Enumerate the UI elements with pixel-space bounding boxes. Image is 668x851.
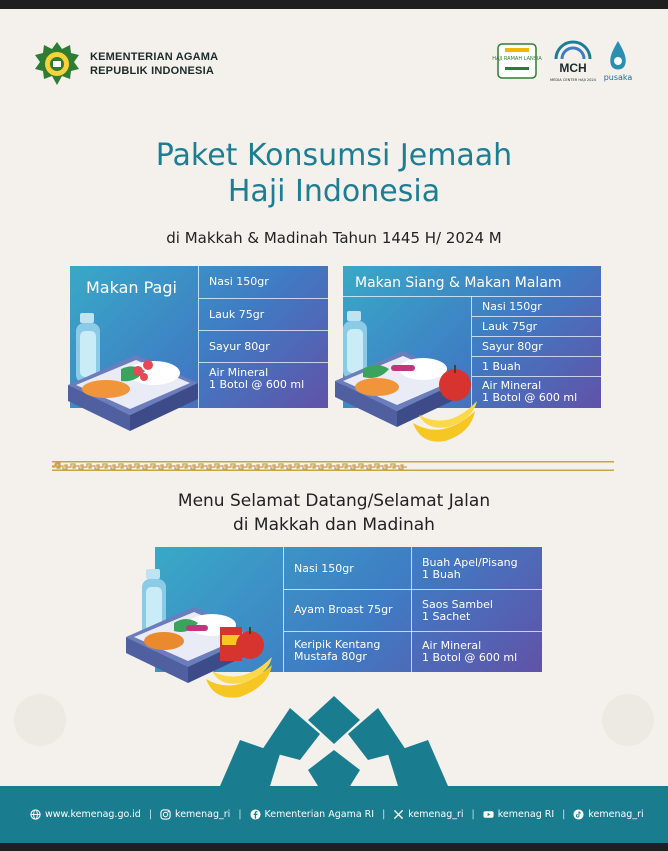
- welcome-right-item-line1: Buah Apel/Pisang: [422, 556, 518, 569]
- globe-icon: [30, 809, 41, 820]
- org-name-line1: KEMENTERIAN AGAMA: [90, 51, 219, 63]
- lunch-dinner-water: [472, 377, 601, 408]
- pusaka-text: pusaka: [603, 73, 633, 82]
- welcome-right-item-line2: 1 Botol @ 600 ml: [422, 651, 518, 664]
- footer-x-text: kemenag_ri: [408, 809, 464, 820]
- welcome-right-item-line1: Saos Sambel: [422, 598, 493, 611]
- page-subtitle: di Makkah & Madinah Tahun 1445 H/ 2024 M: [166, 229, 502, 247]
- welcome-left-item: [284, 590, 411, 631]
- top-bar: [0, 0, 668, 9]
- ornament-divider: [52, 461, 614, 471]
- welcome-left-item-line1: Nasi 150gr: [294, 562, 354, 575]
- instagram-icon: [160, 809, 171, 820]
- footer-tiktok[interactable]: [573, 809, 643, 820]
- kemenag-logo: [34, 41, 80, 87]
- youtube-icon: [483, 809, 494, 820]
- breakfast-food-illustration: [66, 305, 201, 435]
- breakfast-item: Nasi 150gr: [209, 275, 269, 288]
- footer-website-text: www.kemenag.go.id: [45, 809, 141, 820]
- welcome-food-illustration: [122, 565, 282, 705]
- footer: [0, 786, 668, 843]
- breakfast-water: [199, 363, 328, 395]
- lunch-dinner-item: Lauk 75gr: [482, 319, 538, 333]
- mch-subtext: MEDIA CENTER HAJI 2024: [550, 78, 596, 82]
- welcome-right-item-line2: 1 Sachet: [422, 610, 471, 623]
- footer-instagram-text: kemenag_ri: [175, 809, 231, 820]
- org-name-line2: REPUBLIK INDONESIA: [90, 65, 214, 77]
- footer-separator: |: [562, 809, 566, 820]
- footer-separator: |: [382, 809, 386, 820]
- footer-separator: |: [148, 809, 153, 820]
- lunch-dinner-title: Makan Siang & Makan Malam: [355, 275, 562, 291]
- welcome-right-item: [412, 547, 542, 589]
- lunch-dinner-food-illustration: [333, 305, 483, 445]
- footer-facebook-text: Kementerian Agama RI: [264, 809, 375, 820]
- footer-instagram[interactable]: [160, 809, 230, 820]
- footer-x[interactable]: [393, 809, 463, 820]
- welcome-left-item: [284, 547, 411, 589]
- partner-logos: [492, 37, 637, 87]
- welcome-right-item-line1: Air Mineral: [422, 639, 482, 652]
- breakfast-water-line2: 1 Botol @ 600 ml: [209, 378, 305, 391]
- footer-separator: |: [471, 809, 475, 820]
- org-name: [90, 50, 218, 78]
- tiktok-icon: [573, 809, 584, 820]
- welcome-left-item-line2: Mustafa 80gr: [294, 650, 367, 663]
- footer-website[interactable]: [30, 809, 141, 820]
- lunch-dinner-water-line1: Air Mineral: [482, 379, 542, 392]
- breakfast-item: Sayur 80gr: [209, 339, 270, 353]
- footer-separator: |: [238, 809, 242, 820]
- footer-youtube[interactable]: [483, 809, 554, 820]
- footer-youtube-text: kemenag RI: [497, 809, 555, 820]
- lunch-dinner-item: Sayur 80gr: [482, 339, 543, 353]
- footer-social-links: [30, 786, 644, 843]
- bottom-ornament: [0, 690, 668, 786]
- footer-facebook[interactable]: [250, 809, 375, 820]
- page-title-line2: Haji Indonesia: [227, 174, 441, 209]
- welcome-left-item-line1: Keripik Kentang: [294, 638, 381, 651]
- welcome-left-item-line1: Ayam Broast 75gr: [294, 603, 393, 616]
- bottom-bar: [0, 843, 668, 851]
- welcome-title-line1: Menu Selamat Datang/Selamat Jalan: [177, 491, 491, 511]
- header: [0, 9, 668, 119]
- facebook-icon: [250, 809, 261, 820]
- breakfast-water-line1: Air Mineral: [209, 366, 269, 379]
- welcome-right-item: [412, 632, 542, 672]
- haji-ramah-lansia-logo: [492, 43, 542, 79]
- mch-logo: [552, 37, 594, 87]
- mch-text: MCH: [559, 61, 587, 75]
- welcome-title-line2: di Makkah dan Madinah: [233, 515, 435, 535]
- breakfast-item: Lauk 75gr: [209, 307, 265, 321]
- haji-ramah-lansia-text: HAJI RAMAH LANSIA: [492, 56, 542, 62]
- lunch-dinner-water-line2: 1 Botol @ 600 ml: [482, 391, 578, 404]
- x-icon: [393, 809, 404, 820]
- welcome-right-item: [412, 590, 542, 631]
- lunch-dinner-item: 1 Buah: [482, 359, 521, 373]
- lunch-dinner-item: Nasi 150gr: [482, 299, 542, 313]
- pusaka-logo: [603, 39, 633, 85]
- ornament-pattern: [52, 464, 407, 469]
- welcome-left-item: [284, 632, 411, 672]
- welcome-right-item-line2: 1 Buah: [422, 568, 461, 581]
- page-title-line1: Paket Konsumsi Jemaah: [155, 138, 513, 173]
- breakfast-title: Makan Pagi: [86, 278, 177, 297]
- footer-tiktok-text: kemenag_ri: [588, 809, 644, 820]
